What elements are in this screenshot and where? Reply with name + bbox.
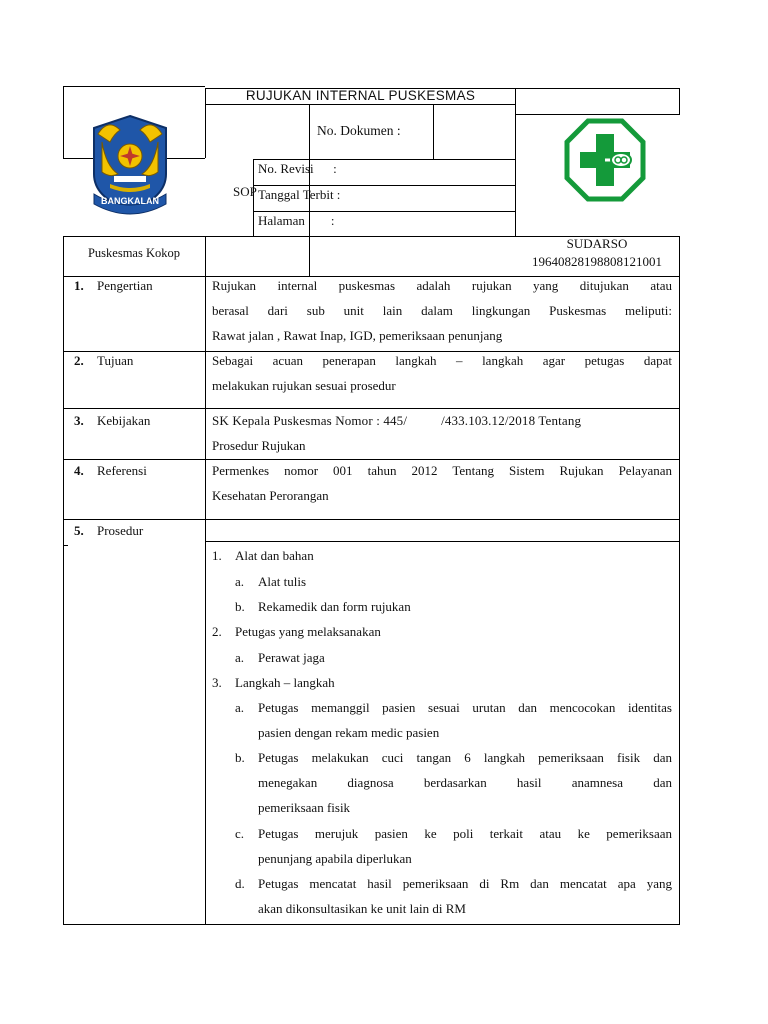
puskesmas-logo	[564, 118, 646, 202]
kebijakan-line-2: Prosedur Rujukan	[212, 438, 306, 453]
list-item-number: 1.	[212, 548, 222, 563]
signer-nip: 19640828198808121001	[532, 254, 662, 269]
list-item: Petugas merujuk pasien ke poli terkait atau ke pemeriksaan	[258, 826, 672, 841]
list-item: akan dikonsultasikan ke unit lain di RM	[258, 901, 466, 916]
bangkalan-logo-text: BANGKALAN	[101, 196, 159, 206]
list-item: Alat tulis	[258, 574, 307, 589]
list-item: Perawat jaga	[258, 650, 325, 665]
section-4-label: Referensi	[97, 463, 147, 478]
no-dokumen-label: No. Dokumen :	[317, 123, 401, 138]
unit-name: Puskesmas Kokop	[87, 246, 181, 260]
list-item-number: 2.	[212, 624, 222, 639]
halaman-label: Halaman :	[258, 213, 335, 228]
sop-label: SOP	[233, 184, 257, 199]
no-revisi-label: No. Revisi :	[258, 161, 337, 176]
tanggal-terbit-label: Tanggal Terbit :	[258, 187, 341, 202]
section-1-number: 1.	[74, 278, 84, 293]
signer-name: SUDARSO	[566, 236, 628, 251]
list-item-letter: d.	[235, 876, 245, 891]
list-item: Alat dan bahan	[235, 548, 314, 563]
list-item-letter: b.	[235, 750, 245, 765]
section-5-number: 5.	[74, 523, 84, 538]
section-1-label: Pengertian	[97, 278, 153, 293]
list-item: Rekamedik dan form rujukan	[258, 599, 411, 614]
section-2-number: 2.	[74, 353, 84, 368]
pengertian-line-3: Rawat jalan , Rawat Inap, IGD, pemeriksaan penunjang	[212, 328, 503, 343]
list-item-letter: a.	[235, 700, 245, 715]
pengertian-line-1: Rujukan internal puskesmas adalah rujukan yang ditujukan atau	[212, 278, 672, 293]
list-item: pemeriksaan fisik	[258, 800, 351, 815]
tujuan-line-2: melakukan rujukan sesuai prosedur	[212, 378, 396, 393]
list-item-letter: b.	[235, 599, 245, 614]
list-item-number: 3.	[212, 675, 222, 690]
referensi-line-2: Kesehatan Perorangan	[212, 488, 329, 503]
list-item-letter: a.	[235, 650, 245, 665]
list-item: menegakan diagnosa berdasarkan hasil anamnesa dan	[258, 775, 672, 790]
list-item: penunjang apabila diperlukan	[258, 851, 412, 866]
kebijakan-line-1: SK Kepala Puskesmas Nomor : 445/ /433.103.12/2018 Tentang	[212, 413, 582, 428]
pengertian-line-2: berasal dari sub unit lain dalam lingkungan Puskesmas meliputi:	[212, 303, 672, 318]
list-item: Langkah – langkah	[235, 675, 335, 690]
list-item: Petugas melakukan cuci tangan 6 langkah pemeriksaan fisik dan	[258, 750, 672, 765]
document-title: RUJUKAN INTERNAL PUSKESMAS	[245, 88, 476, 103]
referensi-line-1: Permenkes nomor 001 tahun 2012 Tentang Sistem Rujukan Pelayanan	[212, 463, 672, 478]
section-3-number: 3.	[74, 413, 84, 428]
section-2-label: Tujuan	[97, 353, 134, 368]
section-5-label: Prosedur	[97, 523, 144, 538]
list-item: Petugas yang melaksanakan	[235, 624, 381, 639]
section-4-number: 4.	[74, 463, 84, 478]
list-item-letter: c.	[235, 826, 245, 841]
list-item: Petugas mencatat hasil pemeriksaan di Rm dan mencatat apa yang	[258, 876, 672, 891]
list-item: pasien dengan rekam medic pasien	[258, 725, 440, 740]
list-item: Petugas memanggil pasien sesuai urutan dan mencocokan identitas	[258, 700, 672, 715]
section-3-label: Kebijakan	[97, 413, 151, 428]
tujuan-line-1: Sebagai acuan penerapan langkah – langkah agar petugas dapat	[212, 353, 672, 368]
list-item-letter: a.	[235, 574, 245, 589]
